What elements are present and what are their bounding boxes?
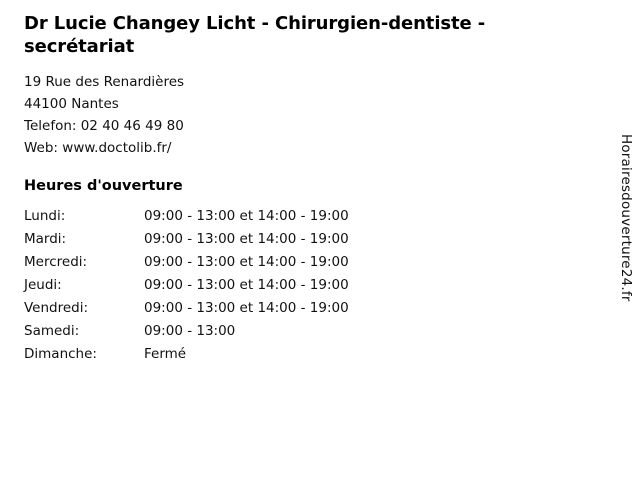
day-hours: 09:00 - 13:00 xyxy=(144,322,236,339)
address-street: 19 Rue des Renardières xyxy=(24,74,185,91)
table-row xyxy=(24,346,349,369)
day-hours: 09:00 - 13:00 et 14:00 - 19:00 xyxy=(144,207,349,224)
address-block xyxy=(24,72,584,159)
day-hours: 09:00 - 13:00 et 14:00 - 19:00 xyxy=(144,253,349,270)
day-label: Vendredi: xyxy=(24,299,89,316)
day-hours: 09:00 - 13:00 et 14:00 - 19:00 xyxy=(144,276,349,293)
document-content xyxy=(24,12,584,369)
watermark-label: Horairesdouverture24.fr xyxy=(618,134,634,302)
table-row xyxy=(24,323,349,346)
day-label: Mardi: xyxy=(24,230,67,247)
day-label: Mercredi: xyxy=(24,253,88,270)
address-web: Web: www.doctolib.fr/ xyxy=(24,139,172,156)
day-hours: Fermé xyxy=(144,345,187,362)
page-title: Dr Lucie Changey Licht - Chirurgien-dentiste - secrétariat xyxy=(24,13,486,58)
opening-hours-table xyxy=(24,208,349,369)
day-hours: 09:00 - 13:00 et 14:00 - 19:00 xyxy=(144,230,349,247)
table-row xyxy=(24,208,349,231)
address-city: 44100 Nantes xyxy=(24,95,119,112)
day-hours: 09:00 - 13:00 et 14:00 - 19:00 xyxy=(144,299,349,316)
day-label: Jeudi: xyxy=(24,276,62,293)
opening-hours-heading: Heures d'ouverture xyxy=(24,177,183,194)
day-label: Samedi: xyxy=(24,322,80,339)
day-label: Dimanche: xyxy=(24,345,97,362)
table-row xyxy=(24,277,349,300)
address-phone: Telefon: 02 40 46 49 80 xyxy=(24,117,184,134)
table-row xyxy=(24,254,349,277)
table-row xyxy=(24,300,349,323)
table-row xyxy=(24,231,349,254)
day-label: Lundi: xyxy=(24,207,66,224)
